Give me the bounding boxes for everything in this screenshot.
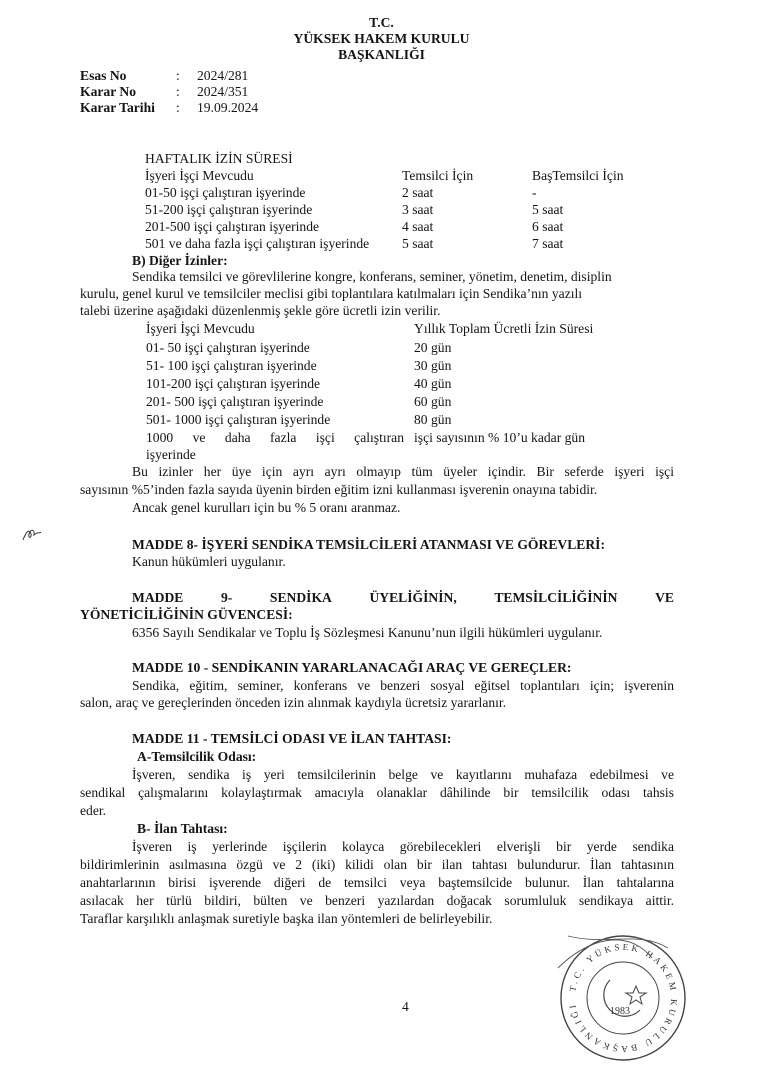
tarih-value: 19.09.2024: [197, 100, 259, 115]
initials-signature: [20, 522, 44, 544]
weekly-row-temsilci: 5 saat: [402, 236, 434, 251]
annual-last-value: işçi sayısının % 10’u kadar gün: [414, 430, 586, 445]
tarih-label: Karar Tarihi: [80, 100, 155, 115]
karar-label: Karar No: [80, 84, 137, 99]
tarih-sep: :: [176, 100, 180, 115]
weekly-col3: BaşTemsilci İçin: [532, 168, 624, 183]
annual-row-range: 101-200 işçi çalıştıran işyerinde: [146, 376, 321, 391]
svg-text:T.C. YÜKSEK HAKEM KURULU BAŞKA: [567, 942, 679, 1054]
madde-8-text: Kanun hükümleri uygulanır.: [132, 554, 286, 569]
seal-ring-text: T.C. YÜKSEK HAKEM KURULU BAŞKANLIĞI: [567, 941, 680, 1055]
weekly-row-bas: -: [532, 185, 537, 200]
weekly-row-bas: 5 saat: [532, 202, 564, 217]
madde-9-word: MADDE: [132, 590, 184, 605]
annual-col1: İşyeri İşçi Mevcudu: [146, 321, 255, 336]
official-seal: [548, 928, 698, 1068]
annual-row-range: 501- 1000 işçi çalıştıran işyerinde: [146, 412, 331, 427]
annual-row-range: 201- 500 işçi çalıştıran işyerinde: [146, 394, 324, 409]
annual-last-range-cont: işyerinde: [146, 447, 196, 462]
madde-11-b-line: anahtarlarının birisi işverende diğeri de temsilci veya baştemsilcide bulunur. İlan tahtalarına: [80, 875, 674, 890]
header-institution: YÜKSEK HAKEM KURULU: [293, 31, 470, 46]
weekly-row-range: 501 ve daha fazla işçi çalıştıran işyerinde: [145, 236, 370, 251]
madde-11-b-line: bildirimlerinin asılmasına özgü ve 2 (iki) kilidi olan bir ilan tahtası bulundurur. İlan tahtasının: [80, 857, 674, 872]
madde-9-word: SENDİKA: [269, 590, 332, 605]
annual-col2: Yıllık Toplam Ücretli İzin Süresi: [414, 321, 594, 336]
karar-sep: :: [176, 84, 180, 99]
annual-row-value: 60 gün: [414, 394, 452, 409]
weekly-col2: Temsilci İçin: [402, 168, 474, 183]
seal-outer-ring: [561, 936, 685, 1060]
other-leave-heading: B) Diğer İzinler:: [132, 253, 228, 268]
weekly-row-range: 51-200 işçi çalıştıran işyerinde: [145, 202, 313, 217]
header-presidency: BAŞKANLIĞI: [338, 47, 425, 62]
madde-9-word: ÜYELİĞİNİN,: [369, 590, 457, 605]
other-note-line: sayısının %5’inden fazla sayıda üyenin birden eğitim izni kullanması işverenin onayına tabidir.: [80, 482, 598, 497]
esas-value: 2024/281: [197, 68, 249, 83]
other-para-line: kurulu, genel kurul ve temsilciler meclisi gibi toplantılara katılmaları için Sendika’nın yazılı: [80, 286, 583, 301]
weekly-col1: İşyeri İşçi Mevcudu: [145, 168, 254, 183]
annual-row-range: 51- 100 işçi çalıştıran işyerinde: [146, 358, 317, 373]
madde-9-word: TEMSİLCİLİĞİNİN: [494, 590, 618, 605]
annual-row-value: 80 gün: [414, 412, 452, 427]
madde-11-a-line: sendikal çalışmalarını kolaylaştırmak amacıyla olanaklar dâhilinde bir temsilcilik odası tahsis: [80, 785, 674, 800]
madde-10-line: salon, araç ve gereçlerinden önceden izin alınmak kaydıyla ücretsiz yararlanır.: [80, 695, 507, 710]
madde-11-a-line: eder.: [80, 803, 107, 818]
madde-10-line: Sendika, eğitim, seminer, konferans ve benzeri sosyal eğitsel toplantıları için; işverenin: [132, 678, 674, 693]
madde-11-b-line: İşveren iş yerlerinde işçilerin kolayca görebilecekleri elverişli bir yerde sendika: [132, 839, 674, 854]
weekly-row-bas: 7 saat: [532, 236, 564, 251]
weekly-title: HAFTALIK İZİN SÜRESİ: [145, 151, 293, 166]
madde-9-heading: [132, 589, 674, 606]
annual-row-value: 20 gün: [414, 340, 452, 355]
madde-8-heading: MADDE 8- İŞYERİ SENDİKA TEMSİLCİLERİ ATANMASI VE GÖREVLERİ:: [132, 537, 605, 552]
other-para-line: Sendika temsilci ve görevlilerine kongre, konferans, seminer, yönetim, denetim, disiplin: [132, 269, 612, 284]
madde-11-a-line: İşveren, sendika iş yeri temsilcilerinin belge ve kayıtlarını muhafaza edebilmesi ve: [132, 767, 674, 782]
esas-label: Esas No: [80, 68, 127, 83]
temsilcilik-odasi-heading: A-Temsilcilik Odası:: [137, 749, 257, 764]
madde-9-word: 9-: [220, 590, 233, 605]
annual-last-range: 1000 ve daha fazla işçi çalıştıran: [146, 430, 404, 445]
weekly-row-range: 201-500 işçi çalıştıran işyerinde: [145, 219, 320, 234]
page-number: 4: [402, 999, 409, 1014]
madde-11-heading: MADDE 11 - TEMSİLCİ ODASI VE İLAN TAHTASI:: [132, 731, 452, 746]
madde-11-b-line: Taraflar karşılıklı anlaşmak suretiyle başka ilan yöntemleri de belirleyebilir.: [80, 911, 493, 926]
star-icon: [626, 986, 646, 1004]
weekly-row-range: 01-50 işçi çalıştıran işyerinde: [145, 185, 306, 200]
annual-row-value: 40 gün: [414, 376, 452, 391]
annual-row-range: 01- 50 işçi çalıştıran işyerinde: [146, 340, 310, 355]
other-note-line: Bu izinler her üye için ayrı ayrı olmayıp tüm üyeler içindir. Bir seferde işyeri işçi: [132, 464, 674, 479]
weekly-row-temsilci: 3 saat: [402, 202, 434, 217]
header-tc: T.C.: [369, 15, 394, 30]
seal-year: 1983: [610, 1006, 630, 1017]
madde-10-heading: MADDE 10 - SENDİKANIN YARARLANACAĞI ARAÇ VE GEREÇLER:: [132, 660, 572, 675]
ilan-tahtasi-heading: B- İlan Tahtası:: [137, 821, 228, 836]
annual-row-value: 30 gün: [414, 358, 452, 373]
esas-sep: :: [176, 68, 180, 83]
madde-11-b-line: asılacak her türlü bildiri, bülten ve benzeri yazılardan doğacak sorumluluk sendikaya aittir.: [80, 893, 674, 908]
seal-inner-ring: [587, 962, 659, 1034]
madde-9-heading-cont: YÖNETİCİLİĞİNİN GÜVENCESİ:: [80, 607, 293, 622]
madde-9-word: VE: [655, 590, 674, 605]
weekly-row-temsilci: 4 saat: [402, 219, 434, 234]
karar-value: 2024/351: [197, 84, 249, 99]
weekly-row-bas: 6 saat: [532, 219, 564, 234]
madde-9-text: 6356 Sayılı Sendikalar ve Toplu İş Sözleşmesi Kanunu’nun ilgili hükümleri uygulanır.: [132, 625, 603, 640]
weekly-row-temsilci: 2 saat: [402, 185, 434, 200]
other-para-line: talebi üzerine aşağıdaki düzenlenmiş şekle göre ücretli izin verilir.: [80, 303, 441, 318]
other-note-line: Ancak genel kurulları için bu % 5 oranı aranmaz.: [132, 500, 401, 515]
